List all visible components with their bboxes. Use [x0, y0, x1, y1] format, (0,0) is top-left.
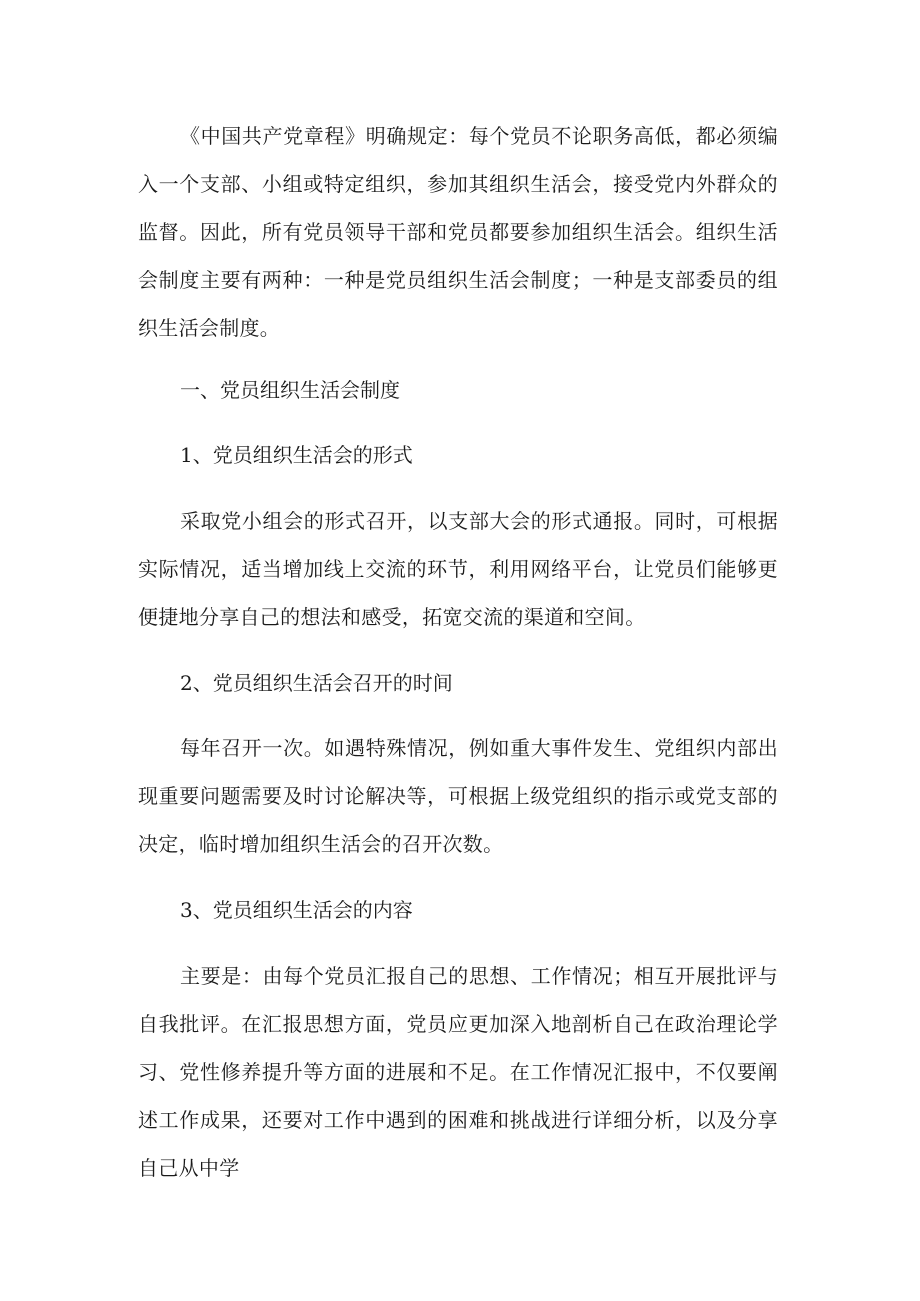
content-paragraph: 主要是：由每个党员汇报自己的思想、工作情况；相互开展批评与自我批评。在汇报思想方面，党员应更加深入地剖析自己在政治理论学习、党性修养提升等方面的进展和不足。在工作情况汇报中，不仅要阐述工作成果，还要对工作中遇到的困难和挑战进行详细分析，以及分享自己从中学	[138, 964, 778, 1180]
subsection-heading-form: 1、党员组织生活会的形式	[180, 443, 413, 467]
subsection-heading-time: 2、党员组织生活会召开的时间	[180, 671, 453, 695]
intro-paragraph: 《中国共产党章程》明确规定：每个党员不论职务高低，都必须编入一个支部、小组或特定组织，参加其组织生活会，接受党内外群众的监督。因此，所有党员领导干部和党员都要参加组织生活会。组织生活会制度主要有两种：一种是党员组织生活会制度；一种是支部委员的组织生活会制度。	[138, 124, 778, 340]
time-paragraph: 每年召开一次。如遇特殊情况，例如重大事件发生、党组织内部出现重要问题需要及时讨论解决等，可根据上级党组织的指示或党支部的决定，临时增加组织生活会的召开次数。	[138, 736, 778, 856]
subsection-heading-content: 3、党员组织生活会的内容	[180, 898, 413, 922]
form-paragraph: 采取党小组会的形式召开，以支部大会的形式通报。同时，可根据实际情况，适当增加线上交流的环节，利用网络平台，让党员们能够更便捷地分享自己的想法和感受，拓宽交流的渠道和空间。	[138, 509, 778, 629]
section-heading-1: 一、党员组织生活会制度	[180, 378, 400, 402]
